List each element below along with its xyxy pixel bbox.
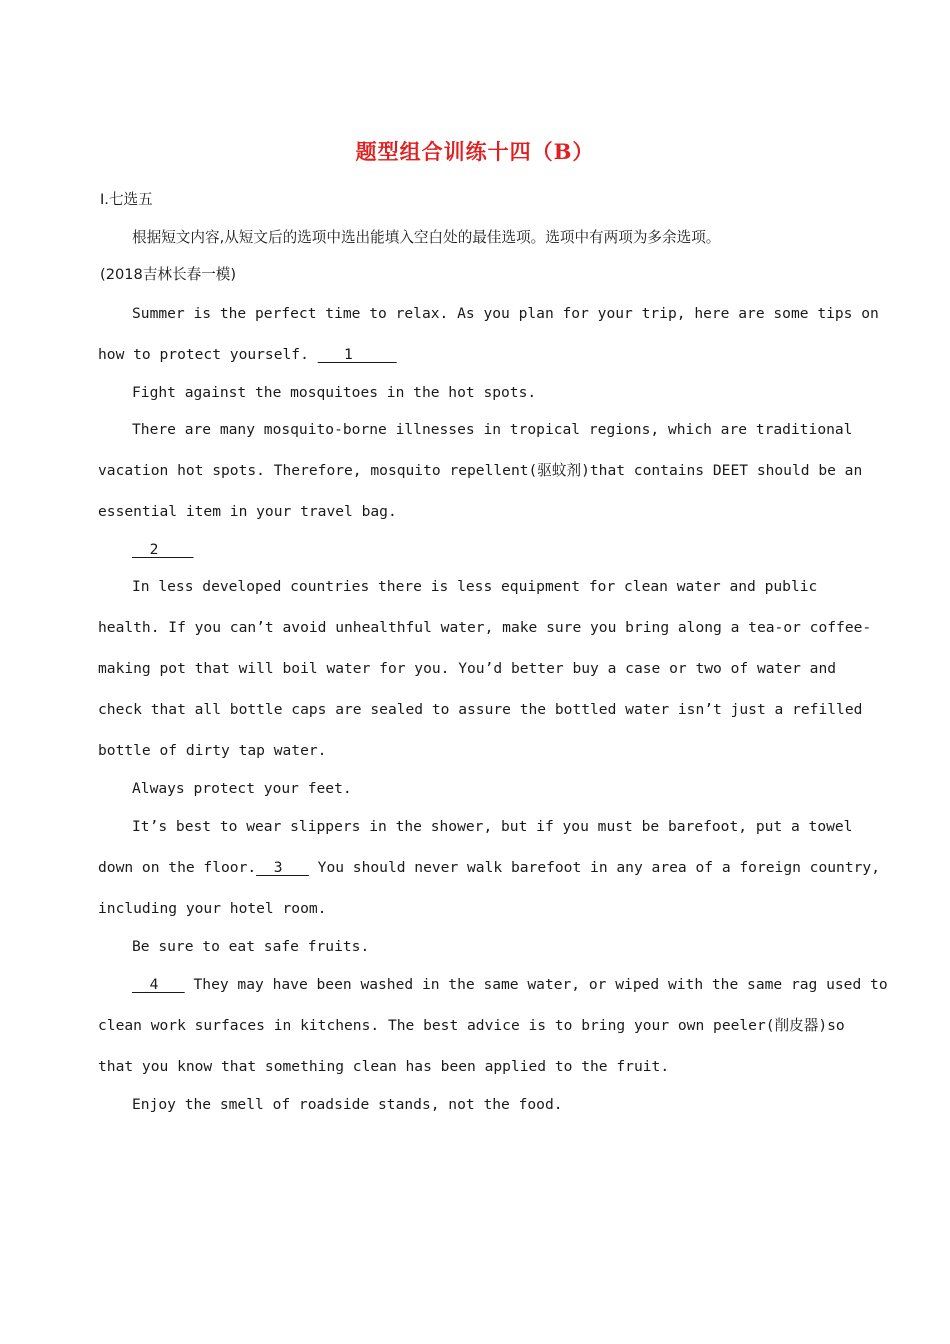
instruction-text: 根据短文内容,从短文后的选项中选出能填入空白处的最佳选项。选项中有两项为多余选项。	[132, 229, 721, 246]
paragraph-line	[98, 858, 880, 878]
paragraph-line: making pot that will boil water for you. You’d better buy a case or two of water and	[98, 660, 837, 677]
paragraph-text: You should never walk barefoot in any area of a foreign country,	[308, 859, 880, 876]
subheading-line: Fight against the mosquitoes in the hot spots.	[132, 384, 537, 401]
paragraph-line: clean work surfaces in kitchens. The best advice is to bring your own peeler(削皮器)so	[98, 1017, 845, 1034]
section-heading: Ⅰ.七选五	[100, 191, 153, 208]
blank-line	[132, 540, 194, 560]
paragraph-line: It’s best to wear slippers in the shower, but if you must be barefoot, put a towel	[132, 818, 853, 835]
paragraph-line: that you know that something clean has been applied to the fruit.	[98, 1058, 670, 1075]
paragraph-text: down on the floor.	[98, 859, 257, 876]
blank-1[interactable]: 1	[317, 346, 397, 363]
subheading-line: Always protect your feet.	[132, 780, 352, 797]
blank-4[interactable]: 4	[132, 976, 185, 993]
paragraph-line: In less developed countries there is less equipment for clean water and public	[132, 578, 818, 595]
paragraph-text: how to protect yourself.	[98, 346, 318, 363]
subheading-line: Enjoy the smell of roadside stands, not the food.	[132, 1096, 563, 1113]
paragraph-line: bottle of dirty tap water.	[98, 742, 327, 759]
paragraph-text: They may have been washed in the same water, or wiped with the same rag used to	[184, 976, 888, 993]
paragraph-line: health. If you can’t avoid unhealthful water, make sure you bring along a tea-or coffee-	[98, 619, 872, 636]
paragraph-line: vacation hot spots. Therefore, mosquito repellent(驱蚊剂)that contains DEET should be an	[98, 462, 863, 479]
page-title: 题型组合训练十四（B）	[355, 139, 595, 164]
paragraph-line	[98, 345, 397, 365]
source-note: (2018吉林长春一模)	[100, 266, 237, 283]
paragraph-line: including your hotel room.	[98, 900, 327, 917]
paragraph-line: There are many mosquito-borne illnesses in tropical regions, which are traditional	[132, 421, 853, 438]
paragraph-line: essential item in your travel bag.	[98, 503, 397, 520]
paragraph-line: check that all bottle caps are sealed to assure the bottled water isn’t just a refilled	[98, 701, 863, 718]
subheading-line: Be sure to eat safe fruits.	[132, 938, 370, 955]
paragraph-line	[132, 975, 888, 995]
paragraph-line: Summer is the perfect time to relax. As you plan for your trip, here are some tips on	[132, 305, 879, 322]
blank-3[interactable]: 3	[256, 859, 309, 876]
blank-2[interactable]: 2	[132, 541, 194, 558]
